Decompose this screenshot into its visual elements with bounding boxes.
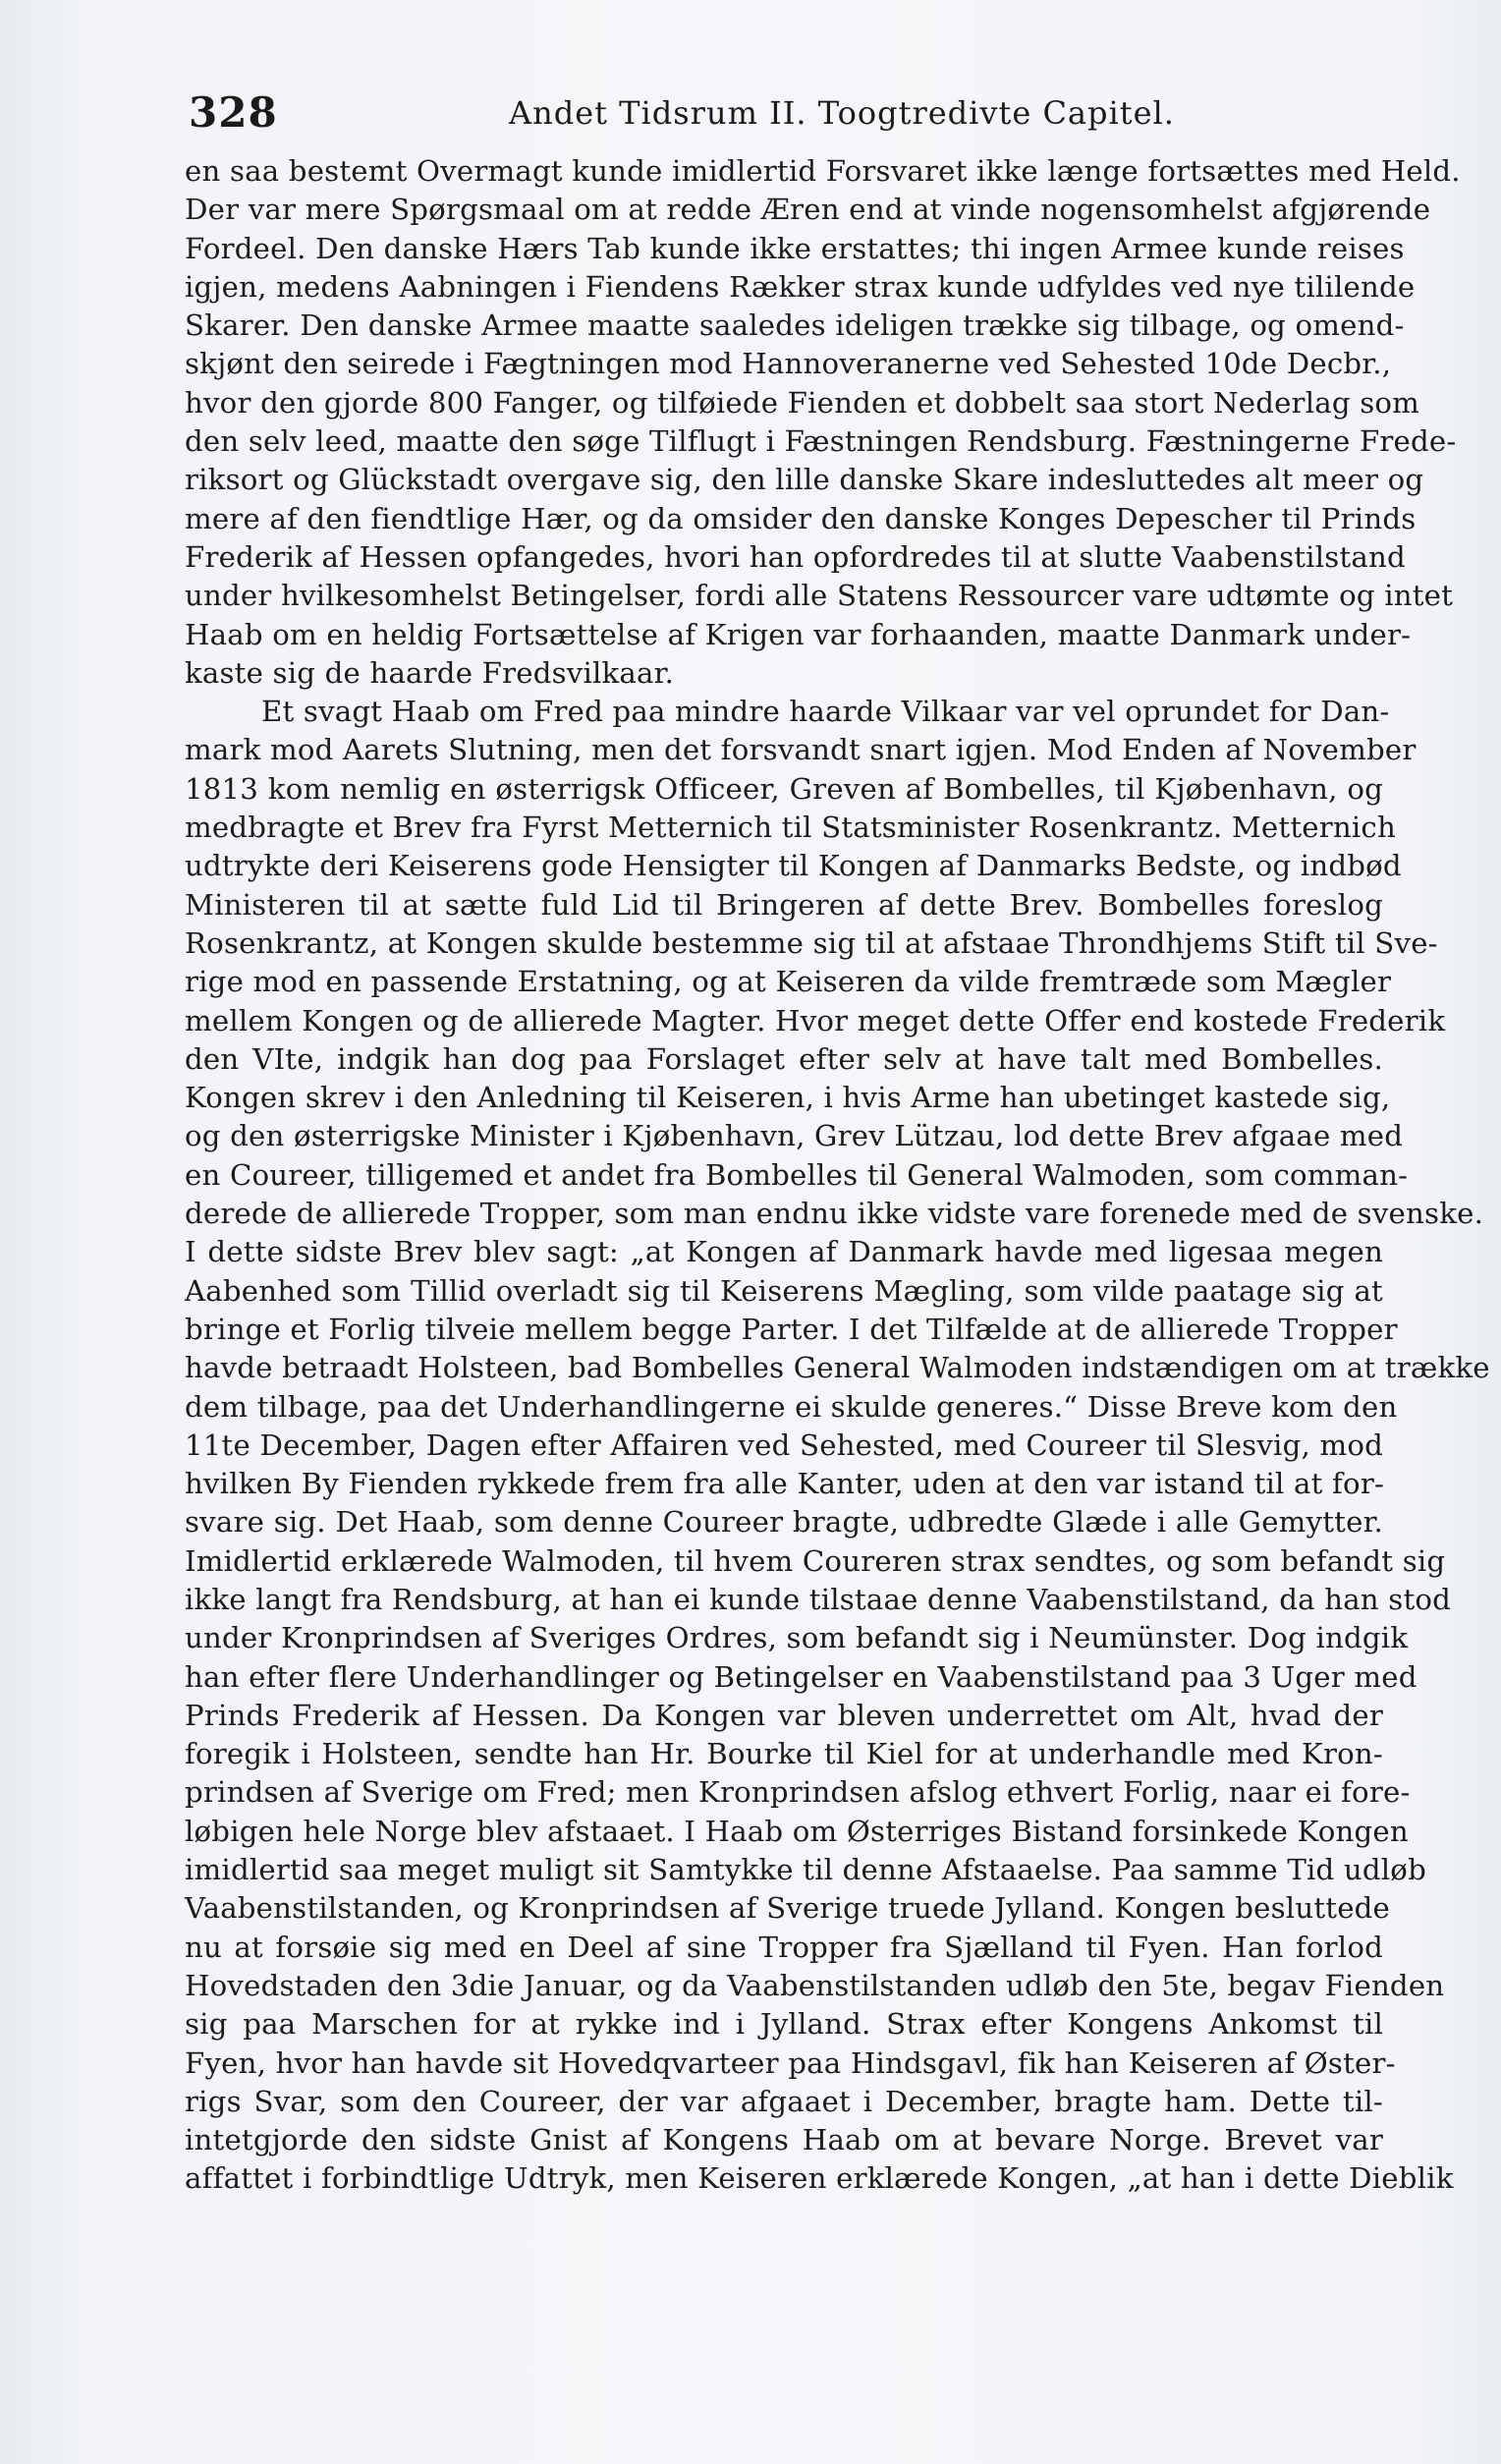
text-line: bringe et Forlig tilveie mellem begge Parter. I det Tilfælde at de allierede Tropper	[185, 1312, 1398, 1346]
running-head: Andet Tidsrum II. Toogtredivte Capitel.	[509, 94, 1175, 132]
text-line: 1813 kom nemlig en østerrigsk Officeer, Greven af Bombelles, til Kjøbenhavn, og	[185, 771, 1383, 806]
text-line: mark mod Aarets Slutning, men det forsvandt snart igjen. Mod Enden af November	[185, 733, 1417, 767]
text-line: en saa bestemt Overmagt kunde imidlertid Forsvaret ikke længe fortsættes med Held.	[185, 154, 1461, 188]
text-line: kaste sig de haarde Fredsvilkaar.	[185, 655, 675, 690]
text-line: mere af den fiendtlige Hær, og da omsider den danske Konges Depescher til Prinds	[185, 501, 1417, 535]
text-line: rigs Svar, som den Coureer, der var afgaaet i December, bragte ham. Dette til-	[185, 2084, 1383, 2118]
text-line: Et svagt Haab om Fred paa mindre haarde Vilkaar var vel oprundet for Dan-	[261, 695, 1390, 729]
text-line: Imidlertid erklærede Walmoden, til hvem Coureren strax sendtes, og som befandt sig	[185, 1543, 1446, 1578]
text-line: skjønt den seirede i Fægtningen mod Hannoveranerne ved Sehested 10de Decbr.,	[185, 347, 1392, 381]
text-line: hvor den gjorde 800 Fanger, og tilføiede Fienden et dobbelt saa stort Nederlag som	[185, 385, 1420, 420]
text-line: sig paa Marschen for at rykke ind i Jylland. Strax efter Kongens Ankomst til	[185, 2007, 1383, 2042]
text-line: prindsen af Sverige om Fred; men Kronprindsen afslog ethvert Forlig, naar ei fore-	[185, 1775, 1411, 1810]
text-line: intetgjorde den sidste Gnist af Kongens Haab om at bevare Norge. Brevet var	[185, 2123, 1383, 2157]
text-line: derede de allierede Tropper, som man endnu ikke vidste vare forenede med de svenske.	[185, 1197, 1484, 1231]
text-line: Frederik af Hessen opfangedes, hvori han opfordredes til at slutte Vaabenstilstand	[185, 539, 1406, 574]
text-line: riksort og Glückstadt overgave sig, den lille danske Skare indesluttedes alt meer og	[185, 463, 1424, 497]
text-line: igjen, medens Aabningen i Fiendens Rækker strax kunde udfyldes ved nye tililende	[185, 269, 1416, 304]
text-line: en Coureer, tilligemed et andet fra Bombelles til General Walmoden, som comman-	[185, 1157, 1409, 1192]
text-line: ikke langt fra Rendsburg, at han ei kunde tilstaae denne Vaabenstilstand, da han stod	[185, 1582, 1452, 1616]
text-line: Der var mere Spørgsmaal om at redde Æren end at vinde nogensomhelst afgjørende	[185, 193, 1431, 227]
text-line: affattet i forbindtlige Udtryk, men Keiseren erklærede Kongen, „at han i dette Dieblik	[185, 2161, 1454, 2196]
body-text	[185, 152, 1490, 2199]
text-line: svare sig. Det Haab, som denne Coureer bragte, udbredte Glæde i alle Gemytter.	[185, 1505, 1383, 1540]
text-line: Ministeren til at sætte fuld Lid til Bringeren af dette Brev. Bombelles foreslog	[185, 887, 1383, 922]
text-line: Haab om en heldig Fortsættelse af Krigen var forhaanden, maatte Danmark under-	[185, 617, 1412, 651]
text-line: Aabenhed som Tillid overladt sig til Keiserens Mægling, som vilde paatage sig at	[185, 1273, 1383, 1308]
text-line: den VIte, indgik han dog paa Forslaget efter selv at have talt med Bombelles.	[185, 1041, 1383, 1076]
page-number: 328	[189, 88, 278, 137]
text-line: Skarer. Den danske Armee maatte saaledes ideligen trække sig tilbage, og omend-	[185, 308, 1405, 343]
text-line: foregik i Holsteen, sendte han Hr. Bourke til Kiel for at underhandle med Kron-	[185, 1737, 1383, 1771]
text-line: han efter flere Underhandlinger og Betingelser en Vaabenstilstand paa 3 Uger med	[185, 1659, 1418, 1694]
paragraph	[185, 152, 1461, 693]
text-line: dem tilbage, paa det Underhandlingerne ei skulde generes.“ Disse Breve kom den	[185, 1389, 1398, 1424]
text-line: Kongen skrev i den Anledning til Keiseren, i hvis Arme han ubetinget kastede sig,	[185, 1081, 1391, 1115]
text-line: hvilken By Fienden rykkede frem fra alle Kanter, uden at den var istand til at for-	[185, 1467, 1385, 1501]
text-line: nu at forsøie sig med en Deel af sine Tropper fra Sjælland til Fyen. Han forlod	[185, 1930, 1383, 1964]
text-line: Vaabenstilstanden, og Kronprindsen af Sverige truede Jylland. Kongen besluttede	[185, 1891, 1391, 1926]
text-line: Rosenkrantz, at Kongen skulde bestemme sig til at afstaae Throndhjems Stift til Sve-	[185, 925, 1438, 960]
text-line: I dette sidste Brev blev sagt: „at Kongen af Danmark havde med ligesaa megen	[185, 1235, 1383, 1269]
text-line: mellem Kongen og de allierede Magter. Hvor meget dette Offer end kostede Frederik	[185, 1003, 1446, 1037]
text-line: medbragte et Brev fra Fyrst Metternich til Statsminister Rosenkrantz. Metternich	[185, 811, 1396, 845]
text-line: under Kronprindsen af Sveriges Ordres, som befandt sig i Neumünster. Dog indgik	[185, 1621, 1409, 1655]
page-header	[185, 86, 1383, 138]
paragraph	[185, 693, 1490, 2199]
text-line: 11te December, Dagen efter Affairen ved Sehested, med Coureer til Slesvig, mod	[185, 1428, 1383, 1462]
text-line: under hvilkesomhelst Betingelser, fordi alle Statens Ressourcer vare udtømte og intet	[185, 579, 1454, 613]
text-line: havde betraadt Holsteen, bad Bombelles General Walmoden indstændigen om at trække	[185, 1351, 1490, 1385]
text-line: Hovedstaden den 3die Januar, og da Vaabenstilstanden udløb den 5te, begav Fienden	[185, 1968, 1445, 2002]
text-line: rige mod en passende Erstatning, og at Keiseren da vilde fremtræde som Mægler	[185, 965, 1392, 999]
text-line: udtrykte deri Keiserens gode Hensigter til Kongen af Danmarks Bedste, og indbød	[185, 849, 1402, 883]
text-line: Fyen, hvor han havde sit Hovedqvarteer paa Hindsgavl, fik han Keiseren af Øster-	[185, 2045, 1396, 2080]
text-line: løbigen hele Norge blev afstaaet. I Haab om Østerriges Bistand forsinkede Kongen	[185, 1814, 1409, 1848]
text-line: Fordeel. Den danske Hærs Tab kunde ikke erstattes; thi ingen Armee kunde reises	[185, 231, 1405, 265]
text-line: den selv leed, maatte den søge Tilflugt i Fæstningen Rendsburg. Fæstningerne Frede-	[185, 424, 1457, 459]
text-line: og den østerrigske Minister i Kjøbenhavn, Grev Lützau, lod dette Brev afgaae med	[185, 1119, 1404, 1153]
text-line: imidlertid saa meget muligt sit Samtykke til denne Afstaaelse. Paa samme Tid udløb	[185, 1853, 1426, 1887]
text-line: Prinds Frederik af Hessen. Da Kongen var bleven underrettet om Alt, hvad der	[185, 1698, 1383, 1732]
